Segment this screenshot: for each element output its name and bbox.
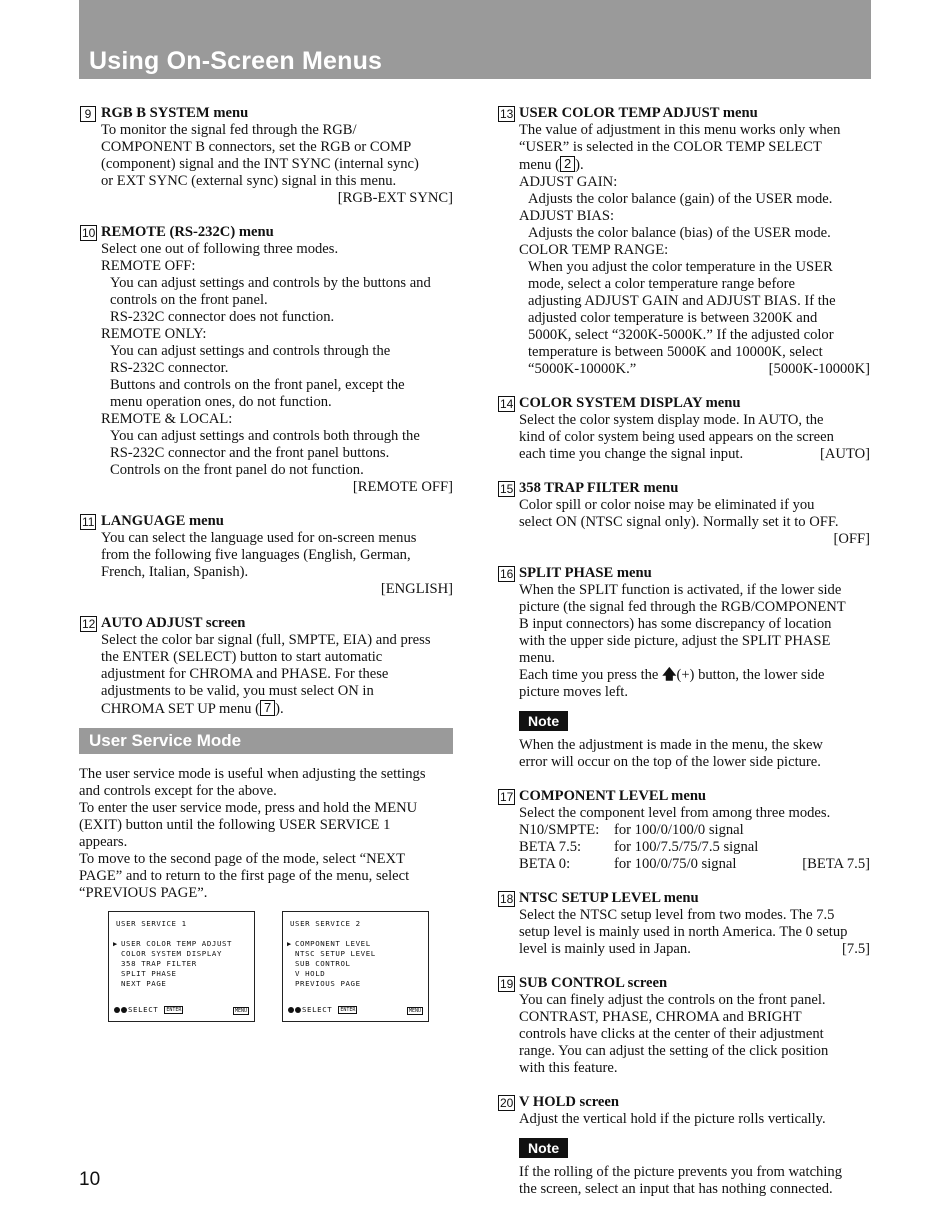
screen-menu-item: USER COLOR TEMP ADJUST [121, 939, 233, 948]
note-text-line: the screen, select an input that has nothing connected. [519, 1181, 833, 1197]
text-line: (EXIT) button until the following USER SERVICE 1 [79, 817, 391, 833]
text-line: Color spill or color noise may be eliminated if you [519, 497, 815, 513]
select-label: SELECT [302, 1005, 333, 1014]
text-line: You can adjust settings and controls through the [110, 343, 391, 359]
user-service-heading-bar [79, 728, 453, 754]
user-service-1-screen [108, 911, 255, 1022]
text-line: with this feature. [519, 1060, 618, 1076]
section-title: RGB B SYSTEM menu [101, 105, 249, 121]
text-line: temperature is between 5000K and 10000K, select [528, 344, 823, 360]
enter-key-icon: ENTER [166, 1007, 182, 1013]
user-service-2-screen [282, 911, 429, 1022]
text-line: with the upper side picture, adjust the SPLIT PHASE [519, 633, 831, 649]
text-line: Select the color system display mode. In AUTO, the [519, 412, 824, 428]
screen-menu-item: 358 TRAP FILTER [121, 959, 197, 968]
text-line: range. You can adjust the setting of the click position [519, 1043, 829, 1059]
mode-heading: COLOR TEMP RANGE: [519, 242, 669, 258]
screen-title: USER SERVICE 2 [290, 919, 361, 928]
text-line: level is mainly used in Japan. [519, 941, 691, 957]
screen-menu-list [113, 939, 233, 989]
text-line: You can select the language used for on-screen menus [101, 530, 417, 546]
screen-menu-item: V HOLD [295, 969, 326, 978]
control-knob-icon [295, 1007, 301, 1013]
text-line: French, Italian, Spanish). [101, 564, 249, 580]
text-line: (component) signal and the INT SYNC (internal sync) [101, 156, 419, 172]
text-line: kind of color system being used appears on the screen [519, 429, 834, 445]
section-title: SUB CONTROL screen [519, 975, 668, 991]
sub-control-section [497, 975, 870, 1077]
remote-section [79, 224, 453, 496]
text-line: The value of adjustment in this menu works only when [519, 122, 841, 138]
text-line: menu operation ones, do not function. [110, 394, 332, 410]
section-title: SPLIT PHASE menu [519, 565, 652, 581]
right-column [497, 105, 870, 1198]
screen-menu-item: COLOR SYSTEM DISPLAY [121, 949, 222, 958]
trap-filter-section [497, 480, 870, 548]
text-fragment: (+) button, the lower side [676, 667, 825, 683]
mode-heading: REMOTE & LOCAL: [101, 411, 233, 427]
select-label: SELECT [128, 1005, 159, 1014]
text-line [101, 700, 453, 718]
mode-heading: ADJUST BIAS: [519, 208, 615, 224]
text-line: You can adjust settings and controls both through the [110, 428, 420, 444]
text-line: picture moves left. [519, 684, 629, 700]
default-value: [AUTO] [820, 446, 870, 462]
menu-key-icon: MENU [234, 1008, 247, 1014]
section-title: 358 TRAP FILTER menu [519, 480, 679, 496]
ntsc-setup-section [497, 890, 870, 958]
text-line: To enter the user service mode, press and hold the MENU [79, 800, 418, 816]
text-fragment: Each time you press the [519, 667, 663, 683]
screen-menu-item: SUB CONTROL [295, 959, 351, 968]
default-value: [REMOTE OFF] [352, 479, 453, 495]
text-line: appears. [79, 834, 128, 850]
text-line: RS-232C connector. [110, 360, 229, 376]
split-phase-section [497, 565, 870, 771]
up-arrow-icon: 🡅 [662, 667, 677, 683]
text-line: each time you change the signal input. [519, 446, 744, 462]
screen-menu-item: NTSC SETUP LEVEL [295, 949, 376, 958]
text-fragment: ). [575, 157, 584, 173]
item-number: 13 [500, 107, 514, 121]
cursor-arrow-icon: ▶ [113, 940, 118, 948]
item-number: 19 [500, 977, 514, 991]
cursor-arrow-icon: ▶ [287, 940, 292, 948]
text-line: adjusting ADJUST GAIN and ADJUST BIAS. If the [528, 293, 836, 309]
user-service-text [79, 766, 453, 902]
text-line: When the SPLIT function is activated, if the lower side [519, 582, 842, 598]
text-line: You can finely adjust the controls on the front panel. [519, 992, 826, 1008]
level-key: N10/SMPTE: [519, 822, 600, 838]
default-value: [RGB-EXT SYNC] [337, 190, 453, 206]
level-value: for 100/0/75/0 signal [614, 856, 737, 872]
section-title: LANGUAGE menu [101, 513, 224, 529]
note-text-line: When the adjustment is made in the menu, the skew [519, 737, 823, 753]
auto-adjust-section [79, 615, 453, 718]
note-badge: Note [519, 711, 568, 731]
menu-reference-box: 7 [260, 700, 275, 716]
text-line: The user service mode is useful when adjusting the settings [79, 766, 426, 782]
text-line: “5000K-10000K.” [528, 361, 637, 377]
page-header [79, 0, 871, 79]
text-line: menu. [519, 650, 556, 666]
screen-menu-item: COMPONENT LEVEL [295, 939, 371, 948]
control-knob-icon [121, 1007, 127, 1013]
text-line: CONTRAST, PHASE, CHROMA and BRIGHT [519, 1009, 802, 1025]
level-value: for 100/0/100/0 signal [614, 822, 744, 838]
text-line: Buttons and controls on the front panel, except the [110, 377, 405, 393]
text-line: from the following five languages (English, German, [101, 547, 411, 563]
page-number: 10 [79, 1169, 101, 1190]
menu-screens [79, 911, 453, 1026]
language-section [79, 513, 453, 598]
level-key: BETA 0: [519, 856, 571, 872]
text-line: or EXT SYNC (external sync) signal in this menu. [101, 173, 397, 189]
section-heading: User Service Mode [89, 731, 242, 750]
text-line: Select the component level from among three modes. [519, 805, 831, 821]
mode-heading: ADJUST GAIN: [519, 174, 618, 190]
menu-reference-box: 2 [560, 156, 575, 172]
text-line: the ENTER (SELECT) button to start automatic [101, 649, 383, 665]
section-title: REMOTE (RS-232C) menu [101, 224, 274, 240]
screen-menu-item: NEXT PAGE [121, 979, 167, 988]
control-knob-icon [114, 1007, 120, 1013]
page-title: Using On-Screen Menus [89, 47, 383, 75]
text-line: mode, select a color temperature range before [528, 276, 796, 292]
text-line [519, 156, 870, 174]
text-line: “PREVIOUS PAGE”. [79, 885, 208, 901]
default-value: [OFF] [833, 531, 870, 547]
text-line: “USER” is selected in the COLOR TEMP SELECT [519, 139, 822, 155]
level-value: for 100/7.5/75/7.5 signal [614, 839, 759, 855]
text-line: Select one out of following three modes. [101, 241, 339, 257]
text-line: When you adjust the color temperature in the USER [528, 259, 833, 275]
screen-menu-item: PREVIOUS PAGE [295, 979, 361, 988]
text-line: Select the color bar signal (full, SMPTE, EIA) and press [101, 632, 431, 648]
text-line: adjustment for CHROMA and PHASE. For these [101, 666, 389, 682]
text-fragment: ). [275, 701, 284, 717]
screen-footer [288, 1005, 357, 1015]
text-line [519, 667, 870, 684]
note-badge: Note [519, 1138, 568, 1158]
item-number: 10 [82, 226, 96, 240]
user-color-temp-section [497, 105, 870, 378]
text-line: controls have clicks at the center of their adjustment [519, 1026, 824, 1042]
default-value: [5000K-10000K] [768, 361, 870, 377]
text-line: adjusted color temperature is between 3200K and [528, 310, 818, 326]
item-number: 14 [500, 397, 514, 411]
text-line: To monitor the signal fed through the RGB/ [101, 122, 357, 138]
component-level-section [497, 788, 870, 873]
text-line: Adjusts the color balance (bias) of the USER mode. [528, 225, 831, 241]
text-line: Select the NTSC setup level from two modes. The 7.5 [519, 907, 835, 923]
text-line: and controls except for the above. [79, 783, 277, 799]
screen-footer [114, 1005, 183, 1015]
item-number: 18 [500, 892, 514, 906]
level-key: BETA 7.5: [519, 839, 582, 855]
section-title: USER COLOR TEMP ADJUST menu [519, 105, 758, 121]
text-line: picture (the signal fed through the RGB/COMPONENT [519, 599, 846, 615]
text-line: Controls on the front panel do not function. [110, 462, 364, 478]
text-line: controls on the front panel. [110, 292, 268, 308]
item-number: 11 [82, 515, 95, 529]
section-title: COMPONENT LEVEL menu [519, 788, 707, 804]
section-title: COLOR SYSTEM DISPLAY menu [519, 395, 741, 411]
text-line: adjustments to be valid, you must select ON in [101, 683, 374, 699]
text-line: You can adjust settings and controls by the buttons and [110, 275, 431, 291]
text-fragment: menu ( [519, 157, 560, 173]
level-row [519, 822, 870, 839]
text-line: PAGE” and to return to the first page of the menu, select [79, 868, 410, 884]
rgb-b-system-section [79, 105, 453, 207]
section-title: V HOLD screen [519, 1094, 619, 1110]
enter-key-icon: ENTER [340, 1007, 356, 1013]
text-line: setup level is mainly used in north America. The 0 setup [519, 924, 848, 940]
text-line: Adjust the vertical hold if the picture rolls vertically. [519, 1111, 826, 1127]
item-number: 9 [80, 106, 96, 122]
level-row [519, 839, 870, 856]
screen-menu-item: SPLIT PHASE [121, 969, 177, 978]
default-value: [BETA 7.5] [802, 856, 870, 872]
item-number: 17 [500, 790, 514, 804]
screen-title: USER SERVICE 1 [116, 919, 187, 928]
note-text-line: error will occur on the top of the lower side picture. [519, 754, 821, 770]
note-text-line: If the rolling of the picture prevents you from watching [519, 1164, 842, 1180]
level-row [519, 856, 870, 873]
default-value: [ENGLISH] [380, 581, 453, 597]
text-line: COMPONENT B connectors, set the RGB or COMP [101, 139, 412, 155]
text-line: select ON (NTSC signal only). Normally set it to OFF. [519, 514, 839, 530]
control-knob-icon [288, 1007, 294, 1013]
default-value: [7.5] [842, 941, 870, 957]
v-hold-section [497, 1094, 870, 1198]
section-title: AUTO ADJUST screen [101, 615, 246, 631]
item-number: 15 [500, 482, 514, 496]
item-number: 16 [500, 567, 514, 581]
text-line: B input connectors) has some discrepancy of location [519, 616, 832, 632]
text-line: RS-232C connector and the front panel buttons. [110, 445, 390, 461]
text-line: RS-232C connector does not function. [110, 309, 335, 325]
text-line: To move to the second page of the mode, select “NEXT [79, 851, 406, 867]
text-line: 5000K, select “3200K-5000K.” If the adjusted color [528, 327, 834, 343]
screen-menu-list [287, 939, 376, 989]
text-line: Adjusts the color balance (gain) of the USER mode. [528, 191, 833, 207]
item-number: 20 [500, 1096, 514, 1110]
mode-heading: REMOTE ONLY: [101, 326, 207, 342]
left-column [79, 105, 453, 1026]
color-system-display-section [497, 395, 870, 463]
mode-heading: REMOTE OFF: [101, 258, 196, 274]
text-fragment: CHROMA SET UP menu ( [101, 701, 260, 717]
section-title: NTSC SETUP LEVEL menu [519, 890, 699, 906]
menu-key-icon: MENU [408, 1008, 421, 1014]
item-number: 12 [82, 617, 96, 631]
